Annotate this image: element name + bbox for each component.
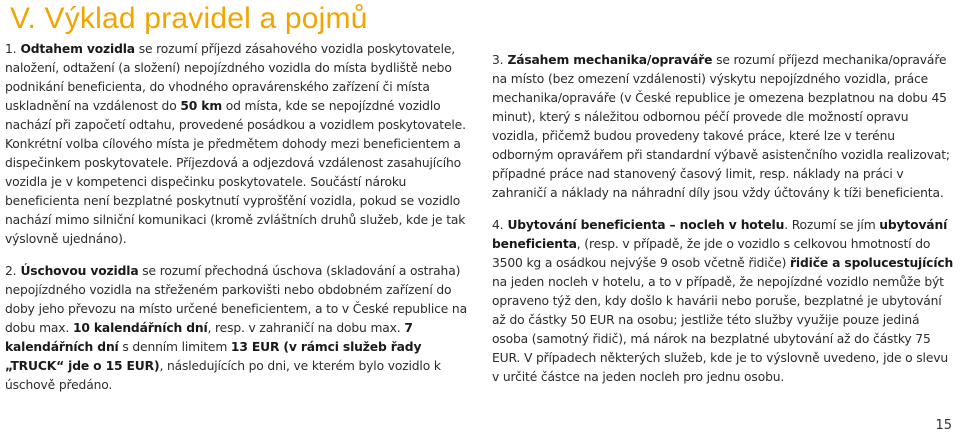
right-column — [492, 51, 958, 387]
mechanic-text-1: se rozumí příjezd mechanika/opraváře na místo (bez omezení vzdálenosti) výskytu nepojízdného vozidla, práce mechanika/opraváře (v České republice je omezena bezplatnou na dobu 45 minut), který s náležitou odbornou péčí provede dle možností opravu vozidla, přičemž budou provedeny takové práce, které lze v terénu odborným opravářem při standardní výbavě asistenčního vozidla realizovat; případné práce nad stanovený časový limit, resp. náklady na práci v zahraničí a náklady na náhradní díly jsou vždy účtovány k tíži beneficienta. — [492, 53, 950, 200]
term-storage: Úschovou vozidla — [20, 264, 139, 278]
term-mechanic: Zásahem mechanika/opraváře — [507, 53, 713, 67]
item-number: 4. — [492, 218, 504, 232]
towing-text-1: se rozumí příjezd zásahového vozidla poskytovatele, naložení, odtažení (a složení) nepojízdného vozidla do místa bydliště nebo podnikání beneficienta, do vhodného opravárenského zařízení či místa uskladnění na vzdálenost do — [5, 42, 456, 113]
left-column — [5, 40, 467, 395]
item-number: 3. — [492, 53, 504, 67]
definition-mechanic — [492, 51, 958, 203]
item-number: 1. — [5, 42, 17, 56]
storage-text-3: s denním limitem — [118, 340, 231, 354]
towing-text-2: od místa, kde se nepojízdné vozidlo nachází při započetí odtahu, provedené posádkou a vozidlem poskytovatele. Konkrétní volba cílového místa je předmětem dohody mezi beneficientem a dispečinkem poskytovatele. Příjezdová a odjezdová vzdálenost zasahujícího vozidla je v kompetenci dispečinku poskytovatele. Součástí nároku beneficienta není bezplatné poskytnutí vyprošťění vozidla, pokud se vozidlo nachází mimo silniční komunikaci (kromě zvláštních druhů služeb, kde je tak výslovně ujednáno). — [5, 99, 466, 246]
definition-accommodation — [492, 216, 958, 387]
accommodation-text-3: na jeden nocleh v hotelu, a to v případě, že nepojízdné vozidlo nemůže být opraveno týž den, kdy došlo k havárii nebo poruše, bezplatné je ubytování až do částky 50 EUR na osobu; jestliže této služby využije pouze jediná osoba (samotný řidič), má nárok na bezplatné ubytování až do částky 75 EUR. V případech některých služeb, kde je to výslovně uvedeno, jde o slevu v určité částce na jeden nocleh pro jednu osobu. — [492, 275, 949, 384]
storage-text-1: se rozumí přechodná úschova (skladování a ostraha) nepojízdného vozidla na střeženém parkovišti nebo obdobném zařízení do doby jeho převozu na místo určené beneficientem, a to v České republice na dobu max. — [5, 264, 467, 335]
accommodation-text-2: , (resp. v případě, že jde o vozidlo s celkovou hmotností do 3500 kg a osádkou nejvýše 9 osob včetně řidiče) — [492, 237, 931, 270]
item-number: 2. — [5, 264, 17, 278]
storage-text-4: , následujících po dni, ve kterém bylo vozidlo k úschově předáno. — [5, 359, 441, 392]
towing-distance: 50 km — [180, 99, 222, 113]
storage-daily-limit: 13 EUR (v rámci služeb řady „TRUCK“ jde o 15 EUR) — [5, 340, 422, 373]
page-title: V. Výklad pravidel a pojmů — [10, 2, 368, 35]
definition-storage — [5, 262, 467, 395]
term-beneficiary-lodging: ubytování beneficienta — [492, 218, 948, 251]
accommodation-text-1: . Rozumí se jím — [784, 218, 880, 232]
term-towing: Odtahem vozidla — [20, 42, 135, 56]
definition-towing — [5, 40, 467, 249]
term-accommodation: Ubytování beneficienta – nocleh v hotelu — [507, 218, 785, 232]
storage-days-abroad: 7 kalendářních dní — [5, 321, 413, 354]
storage-days-cz: 10 kalendářních dní — [72, 321, 208, 335]
term-driver-passengers: řidiče a spolucestujících — [790, 256, 954, 270]
page-number: 15 — [935, 418, 952, 433]
storage-text-2: , resp. v zahraničí na dobu max. — [207, 321, 405, 335]
